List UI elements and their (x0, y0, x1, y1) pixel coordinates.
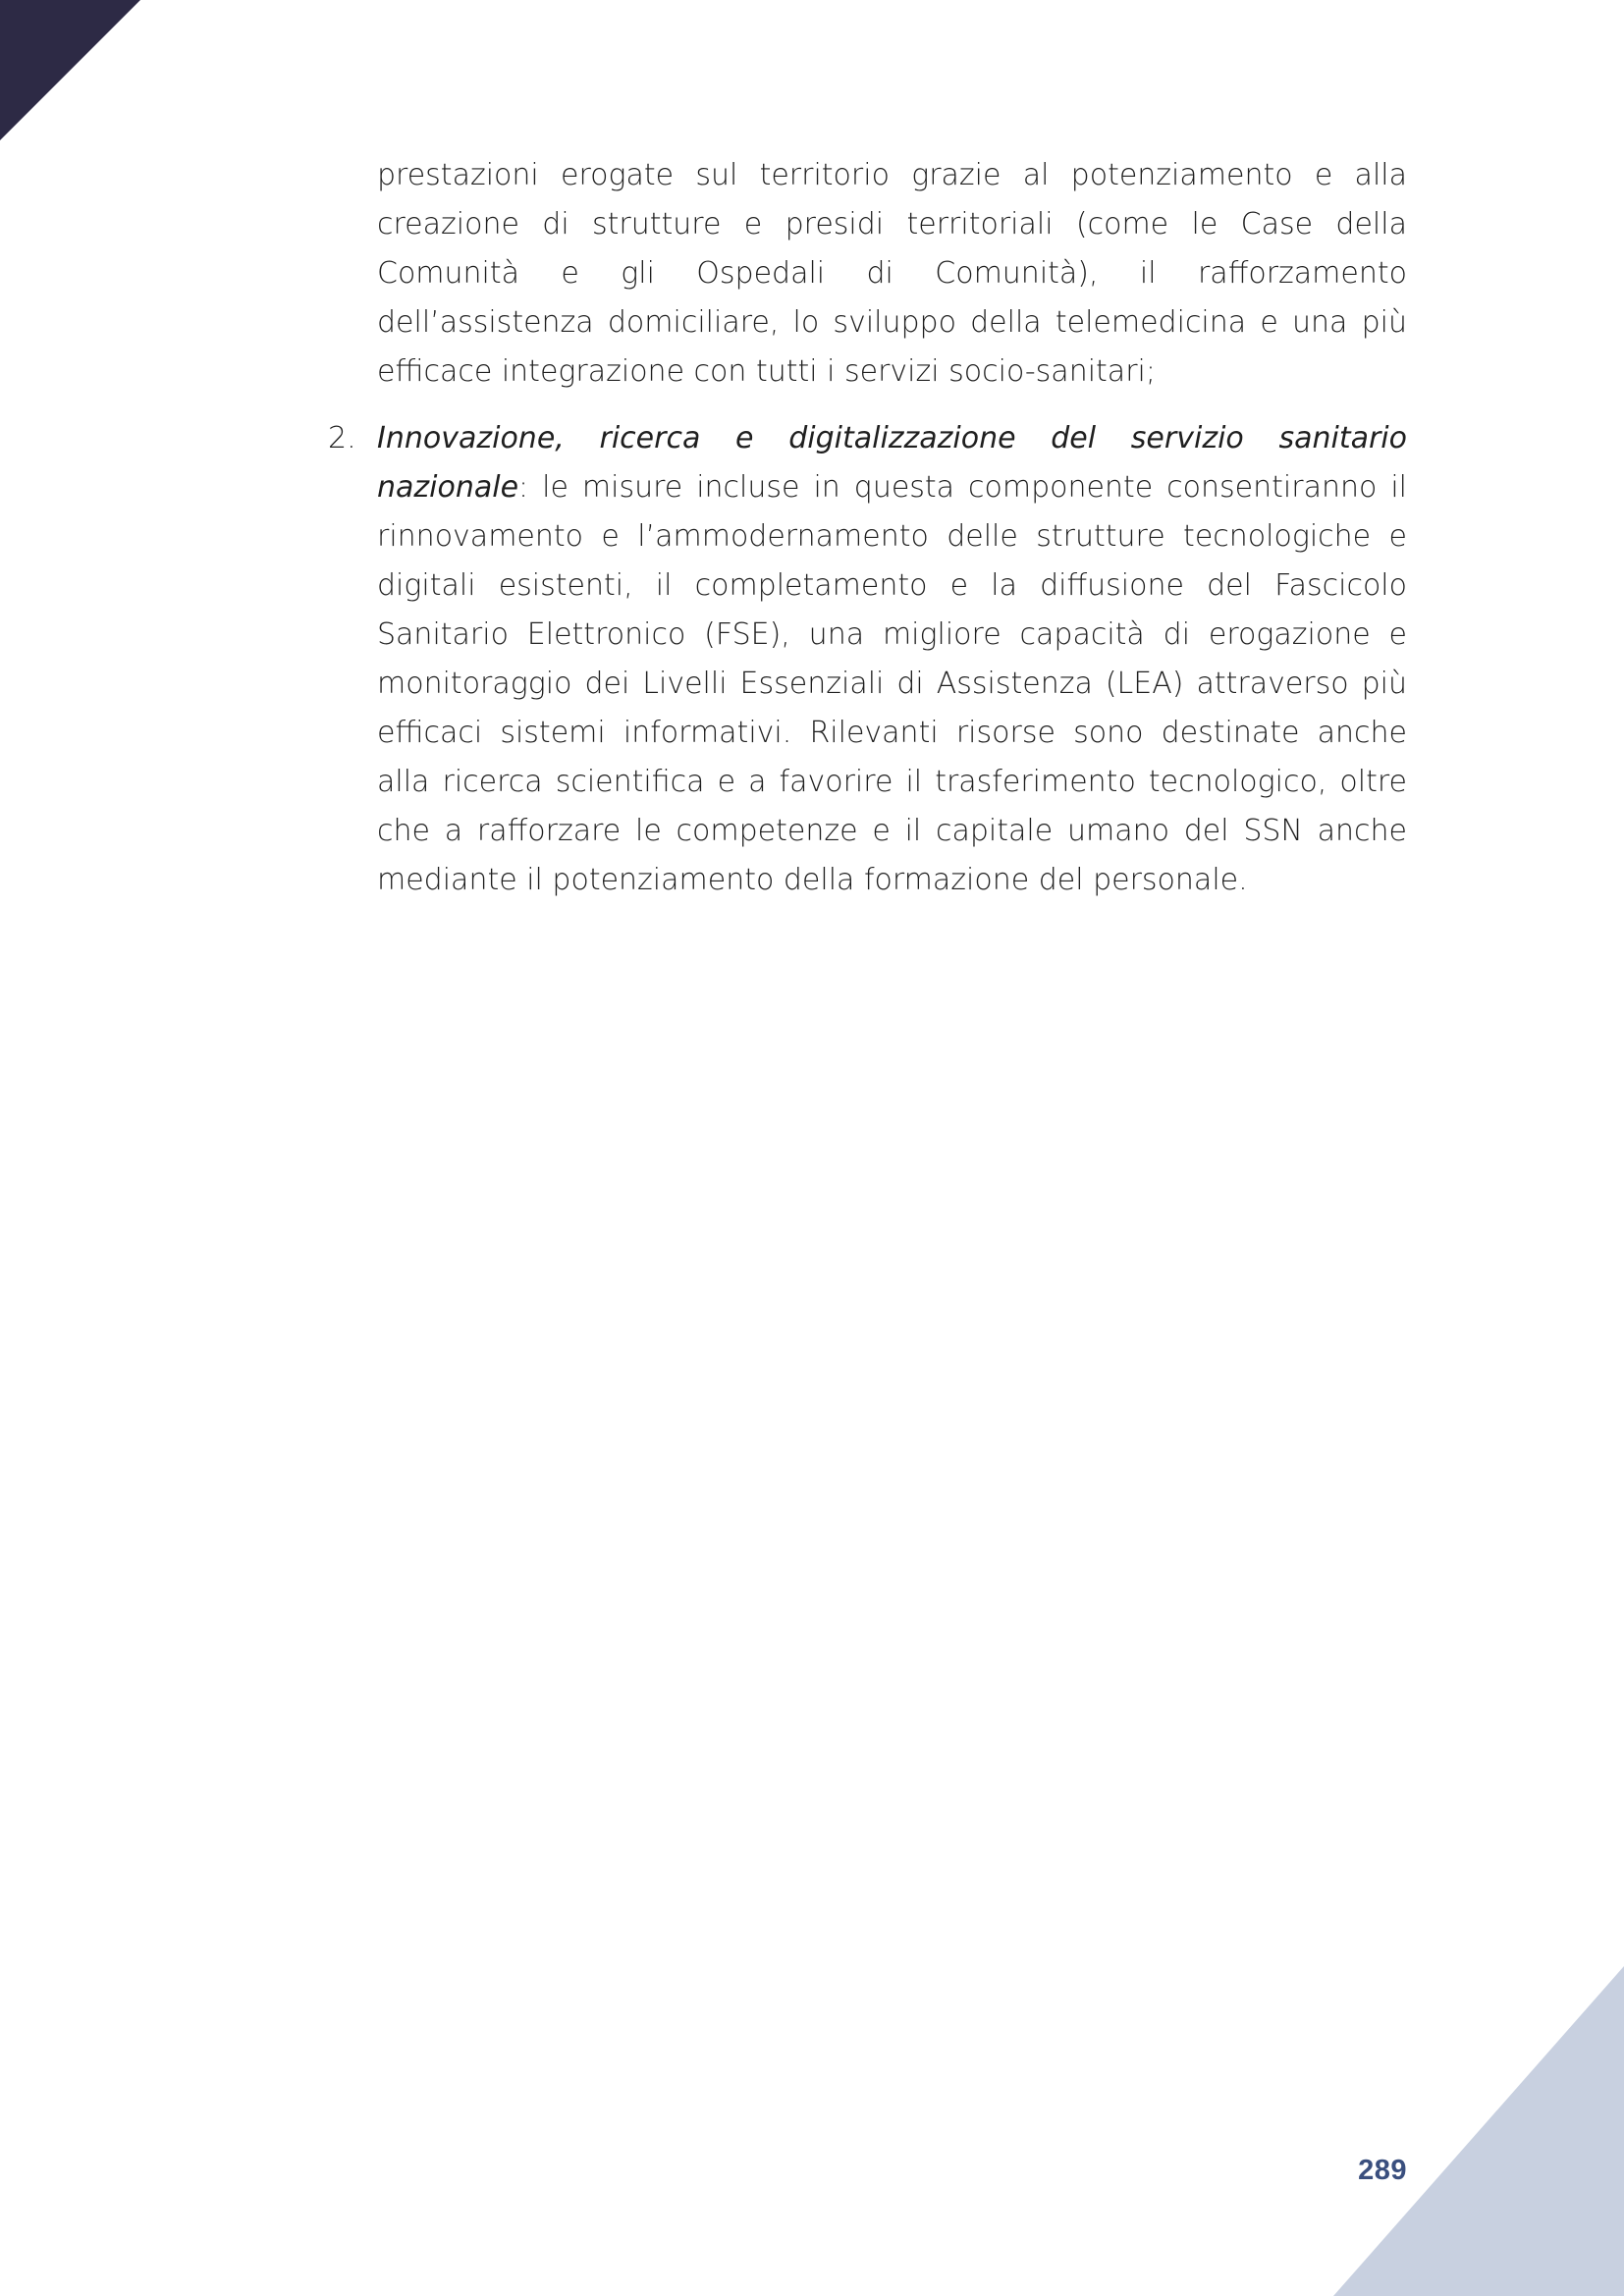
list-item-title: Innovazione, ricerca e digitalizzazione del servizio sanitario nazionale (377, 421, 1407, 505)
list-item-body: : le misure incluse in questa componente consentiranno il rinnovamento e l’ammodernamento delle strutture tecnologiche e digitali esistenti, il completamento e la diffusione del Fascicolo Sanitario Elettronico (FSE), una migliore capacità di erogazione e monitoraggio dei Livelli Essenziali di Assistenza (LEA) attraverso più efficaci sistemi informativi. Rilevanti risorse sono destinate anche alla ricerca scientifica e a favorire il trasferimento tecnologico, oltre che a rafforzare le competenze e il capitale umano del SSN anche mediante il potenziamento della formazione del personale. (377, 470, 1407, 897)
corner-decoration-bottom-right (1333, 1966, 1624, 2296)
document-body (328, 151, 1407, 905)
list-item-text (377, 414, 1407, 905)
page-number: 289 (1358, 2155, 1407, 2186)
intro-paragraph: prestazioni erogate sul territorio grazie al potenziamento e alla creazione di strutture e presidi territoriali (come le Case della Comunità e gli Ospedali di Comunità), il rafforzamento dell’assistenza domiciliare, lo sviluppo della telemedicina e una più efficace integrazione con tutti i servizi socio-sanitari; (377, 158, 1407, 389)
corner-decoration-top-left (0, 0, 140, 140)
list-item (328, 414, 1407, 905)
list-item-number: 2. (328, 421, 356, 455)
